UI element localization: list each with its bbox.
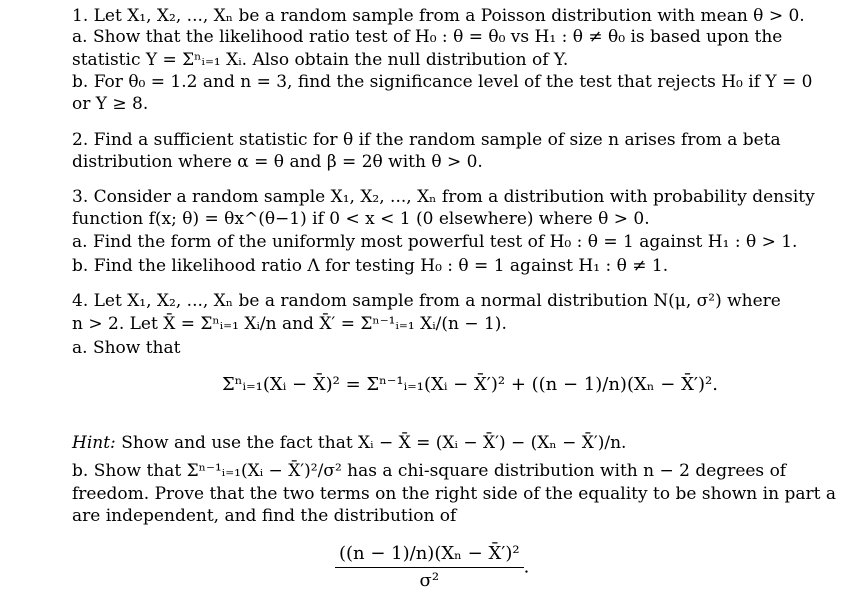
p2-line1: 2. Find a sufficient statistic for θ if the random sample of size n arises from a beta [72, 130, 781, 150]
p4-final-expression [335, 543, 529, 592]
p4-line5: freedom. Prove that the two terms on the right side of the equality to be shown in part a [72, 484, 836, 504]
final-denominator: σ² [419, 570, 440, 591]
p4-display-equation: Σⁿᵢ₌₁(Xᵢ − X̄)² = Σⁿ⁻¹ᵢ₌₁(Xᵢ − X̄′)² + ((n − 1)/n)(Xₙ − X̄′)². [222, 374, 718, 395]
p4-line6: are independent, and find the distribution of [72, 506, 457, 526]
p1-line3: statistic Y = Σⁿᵢ₌₁ Xᵢ. Also obtain the null distribution of Y. [72, 50, 569, 70]
p4-line4: b. Show that Σⁿ⁻¹ᵢ₌₁(Xᵢ − X̄′)²/σ² has a chi-square distribution with n − 2 degrees of [72, 461, 787, 481]
hint-text: Show and use the fact that Xᵢ − X̄ = (Xᵢ − X̄′) − (Xₙ − X̄′)/n. [121, 433, 627, 453]
p2-line2: distribution where α = θ and β = 2θ with θ > 0. [72, 152, 483, 172]
p4-hint [72, 433, 626, 453]
p1-line2: a. Show that the likelihood ratio test of H₀ : θ = θ₀ vs H₁ : θ ≠ θ₀ is based upon the [72, 27, 783, 47]
final-fraction [335, 543, 524, 592]
p3-line2: function f(x; θ) = θx^(θ−1) if 0 < x < 1 (0 elsewhere) where θ > 0. [72, 209, 650, 229]
p4-line1: 4. Let X₁, X₂, ..., Xₙ be a random sample from a normal distribution N(μ, σ²) where [72, 291, 781, 311]
p1-line4: b. For θ₀ = 1.2 and n = 3, find the significance level of the test that rejects H₀ if Y = 0 [72, 72, 813, 92]
p1-line1: 1. Let X₁, X₂, ..., Xₙ be a random sample from a Poisson distribution with mean θ > 0. [72, 6, 805, 26]
final-period: . [523, 556, 530, 578]
p3-line3: a. Find the form of the uniformly most powerful test of H₀ : θ = 1 against H₁ : θ > 1. [72, 232, 798, 252]
hint-label: Hint: [72, 433, 116, 453]
final-numerator: ((n − 1)/n)(Xₙ − X̄′)² [335, 543, 524, 568]
p3-line1: 3. Consider a random sample X₁, X₂, ..., Xₙ from a distribution with probability density [72, 187, 815, 207]
p4-line2: n > 2. Let X̄ = Σⁿᵢ₌₁ Xᵢ/n and X̄′ = Σⁿ⁻¹ᵢ₌₁ Xᵢ/(n − 1). [72, 314, 507, 334]
p4-line3: a. Show that [72, 338, 181, 358]
p1-line5: or Y ≥ 8. [72, 94, 149, 114]
p3-line4: b. Find the likelihood ratio Λ for testing H₀ : θ = 1 against H₁ : θ ≠ 1. [72, 256, 669, 276]
